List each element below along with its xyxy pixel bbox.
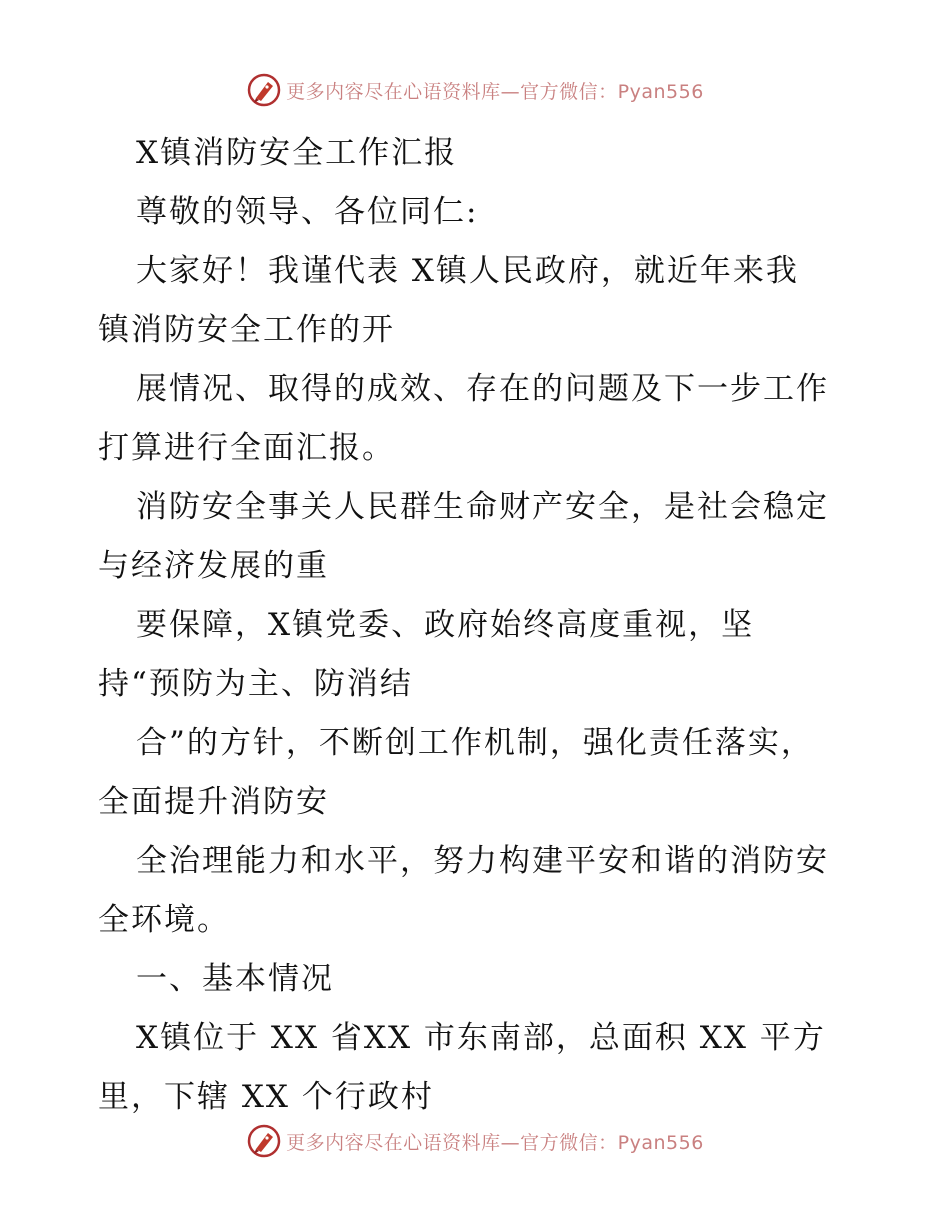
paragraph-line: 镇消防安全工作的开 — [98, 312, 395, 348]
watermark-text: 更多内容尽在心语资料库—官方微信：Pyan556 — [286, 80, 704, 103]
paragraph-line: 全治理能力和水平，努力构建平安和谐的消防安 — [136, 843, 829, 879]
paragraph-line: 与经济发展的重 — [98, 548, 329, 584]
paragraph-line: 展情况、取得的成效、存在的问题及下一步工作 — [136, 371, 829, 407]
pen-nib-logo-icon — [246, 72, 282, 108]
pen-nib-logo-icon — [246, 1123, 282, 1159]
paragraph-line: 合”的方针，不断创工作机制，强化责任落实， — [136, 725, 814, 761]
document-title: X镇消防安全工作汇报 — [136, 135, 458, 171]
paragraph-line: 要保障，X镇党委、政府始终高度重视，坚 — [136, 607, 755, 643]
paragraph-line: 打算进行全面汇报。 — [98, 430, 395, 466]
paragraph-line: 全环境。 — [98, 902, 230, 938]
section-heading: 一、基本情况 — [136, 961, 334, 997]
document-body — [98, 124, 858, 1127]
paragraph-line: 消防安全事关人民群生命财产安全，是社会稳定 — [136, 489, 829, 525]
paragraph-line: 持“预防为主、防消结 — [98, 666, 413, 702]
paragraph-line: 全面提升消防安 — [98, 784, 329, 820]
watermark-text: 更多内容尽在心语资料库—官方微信：Pyan556 — [286, 1131, 704, 1154]
paragraph-line: X镇位于 XX 省XX 市东南部，总面积 XX 平方 — [136, 1020, 826, 1056]
header-watermark-banner — [0, 70, 950, 110]
paragraph-line: 里，下辖 XX 个行政村 — [98, 1079, 434, 1115]
paragraph-line: 大家好！我谨代表 X镇人民政府，就近年来我 — [136, 253, 799, 289]
footer-watermark-banner — [0, 1121, 950, 1161]
salutation: 尊敬的领导、各位同仁: — [136, 194, 479, 230]
